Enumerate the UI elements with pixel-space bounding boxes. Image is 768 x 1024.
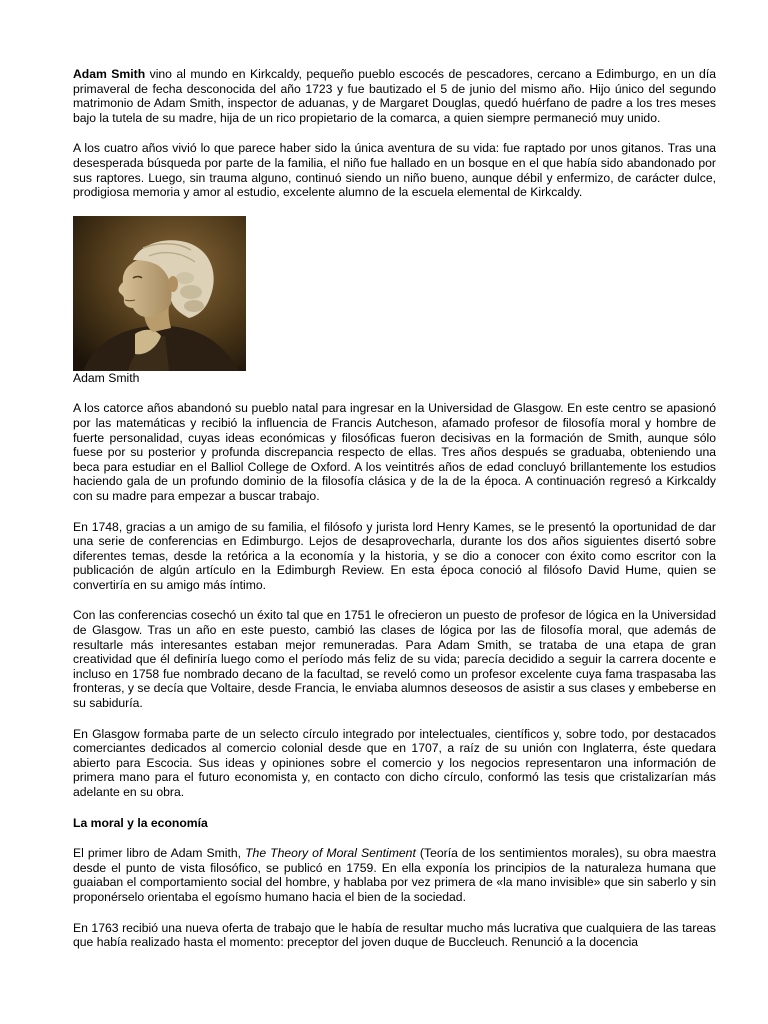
lead-name: Adam Smith [73,67,146,81]
paragraph-first-book [73,846,716,904]
section-heading: La moral y la economía [73,815,208,830]
paragraph-buccleuch: En 1763 recibió una nueva oferta de trabajo que le había de resultar mucho más lucrativa que cualquiera de las tareas que había realizado hasta el momento: preceptor del joven duque de Buccleuch. Renunció a la docencia [73,920,716,950]
paragraph-edinburgh-lectures: En 1748, gracias a un amigo de su familia, el filósofo y jurista lord Henry Kames, se le presentó la oportunidad de dar una serie de conferencias en Edimburgo. Lejos de desaprovecharla, durante los dos años siguientes disertó sobre diferentes temas, desde la retórica a la economía y la historia, y se dio a conocer con éxito como escritor con la publicación de algún artículo en la Edimburgh Review. En esta época conoció al filósofo David Hume, quien se convertiría en su amigo más íntimo. [73,519,716,592]
portrait-figure [73,216,716,386]
paragraph-birth-text: vino al mundo en Kirkcaldy, pequeño pueblo escocés de pescadores, cercano a Edimburgo, en un día primaveral de fecha desconocida del año 1723 y fue bautizado el 5 de junio del mismo año. Hijo único del segundo matrimonio de Adam Smith, inspector de aduanas, y de Margaret Douglas, quedó huérfano de padre a los tres meses bajo la tutela de su madre, hija de un rico propietario de la comarca, a quien siempre permaneció muy unido. [73,67,716,125]
paragraph-glasgow-circle: En Glasgow formaba parte de un selecto círculo integrado por intelectuales, científicos y, sobre todo, por destacados comerciantes dedicados al comercio colonial desde que en 1707, a raíz de su unión con Inglaterra, éste quedara abierto para Escocia. Sus ideas y opiniones sobre el comercio y los negocios representaron una información de primera mano para el futuro economista y, en contacto con dicho círculo, conformó las tesis que cristalizarían más adelante en su obra. [73,726,716,799]
paragraph-birth [73,67,716,125]
document-page [73,67,716,950]
book-title: The Theory of Moral Sentiment [245,846,416,861]
paragraph-university: A los catorce años abandonó su pueblo natal para ingresar en la Universidad de Glasgow. En este centro se apasionó por las matemáticas y recibió la influencia de Francis Autcheson, afamado profesor de filosofía moral y hombre de fuerte personalidad, cuyas ideas económicas y filosóficas fueron decisivas en la formación de Smith, aunque sólo fuese por su posterior y profunda discrepancia respecto de ellas. Tres años después se graduaba, obteniendo una beca para estudiar en el Balliol College de Oxford. A los veintitrés años de edad concluyó brillantemente los estudios haciendo gala de un profundo dominio de la filosofía clásica y de la de la época. A continuación regresó a Kirkcaldy con su madre para empezar a buscar trabajo. [73,401,716,503]
truncated-paragraph-wrapper [73,921,716,950]
portrait-caption: Adam Smith [73,370,140,385]
paragraph-glasgow-professor: Con las conferencias cosechó un éxito tal que en 1751 le ofrecieron un puesto de profesor de lógica en la Universidad de Glasgow. Tras un año en este puesto, cambió las clases de lógica por las de filosofía moral, que además de resultarle más interesantes estaban mejor remuneradas. Para Adam Smith, se trataba de una etapa de gran creatividad que él definiría luego como el período más feliz de su vida; parecía decidido a seguir la carrera docente e incluso en 1758 fue nombrado decano de la facultad, se reveló como un profesor excelente cuya fama traspasaba las fronteras, y se decía que Voltaire, desde Francia, le enviaba alumnos deseosos de asistir a sus clases y embeberse en su sabiduría. [73,608,716,711]
paragraph-first-book-intro: El primer libro de Adam Smith, [73,846,246,861]
paragraph-first-book-text: (Teoría de los sentimientos morales), su obra maestra desde el punto de vista filosófico, se publicó en 1759. En ella exponía los principios de la naturaleza humana que guaiaban el comportamiento social del hombre, y hablaba por vez primera de «la mano invisible» que sin saberlo y sin proponérselo orientaba el egoísmo humano hacia el bien de la sociedad. [73,846,717,904]
paragraph-kidnapping: A los cuatro años vivió lo que parece haber sido la única aventura de su vida: fue raptado por unos gitanos. Tras una desesperada búsqueda por parte de la familia, el niño fue hallado en un bosque en el que había sido abandonado por sus raptores. Luego, sin trauma alguno, continuó siendo un niño bueno, aunque débil y enfermizo, de carácter dulce, prodigiosa memoria y amor al estudio, excelente alumno de la escuela elemental de Kirkcaldy. [73,141,716,200]
adam-smith-portrait-image [73,216,246,371]
